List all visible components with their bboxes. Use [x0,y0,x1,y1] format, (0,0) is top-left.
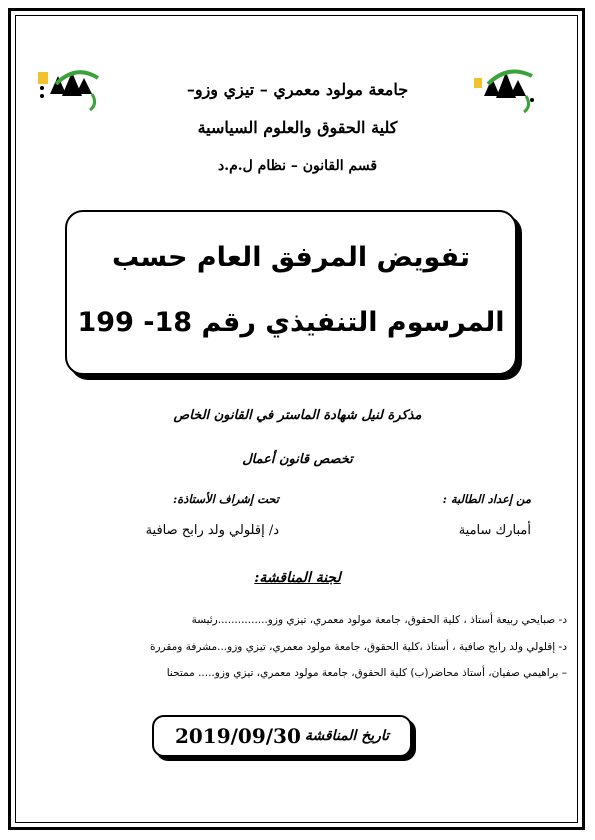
faculty-name: كلية الحقوق والعلوم السياسية [197,118,398,137]
defense-date-box [152,715,412,757]
memo-specialty: تخصص قانون أعمال [242,452,353,467]
committee-heading [0,570,595,586]
defense-date-value: 2019/09/30 [174,724,301,748]
thesis-title-box [65,210,517,375]
committee-member: د- صبايحي ربيعة أستاذ ، كلية الحقوق، جامعة مولود معمري، تيزي وزو...............رئيسة [191,614,567,626]
committee-title: لجنة المناقشة: [254,570,341,586]
supervisor-label: تحت إشراف الأستاذة: [173,492,279,506]
committee-member: – براهيمي صفيان، أستاذ محاضر(ب) كلية الحقوق، جامعة مولود معمري، تيزي وزو..... ممتحنا [166,667,567,679]
committee-member: د- إقلولي ولد رابح صافية ، أستاذ ،كلية الحقوق، جامعة مولود معمري، تيزي وزو...مشرفة ومقررة [149,641,567,653]
university-name: جامعة مولود معمري – تيزي وزو– [186,80,409,99]
student-label: من إعداد الطالبة : [442,492,531,506]
thesis-title-line1: تفويض المرفق العام حسب [111,242,471,273]
thesis-title-line2: المرسوم التنفيذي رقم 18- 199 [77,307,505,338]
student-name: أمبارك سامية [458,523,531,538]
department-name: قسم القانون – نظام ل.م.د [217,158,378,174]
defense-date-label: تاريخ المناقشة [304,728,390,744]
memo-purpose: مذكرة لنيل شهادة الماستر في القانون الخاص [173,408,422,423]
supervisor-name: د/ إقلولي ولد رابح صافية [145,523,279,538]
